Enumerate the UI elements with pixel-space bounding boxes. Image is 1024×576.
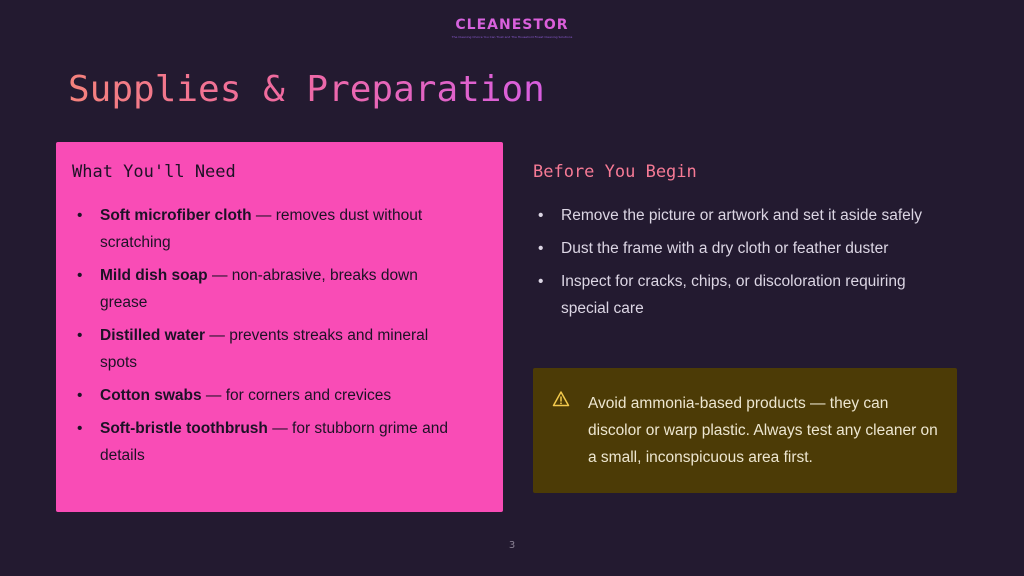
page-number: 3 (508, 540, 516, 551)
supply-item-description: — for stubborn grime and details (100, 420, 448, 464)
supply-item-description: — removes dust without scratching (100, 207, 423, 251)
preparation-step (534, 268, 954, 322)
preparation-step-text: Dust the frame with a dry cloth or feather duster (561, 240, 889, 257)
bullet-icon: • (77, 387, 83, 404)
logo-tagline: The Cleaning Choice You Can Trust and The Household Finest Cleaning Solutions (451, 35, 573, 39)
preparation-step-text: Inspect for cracks, chips, or discoloration requiring special care (561, 273, 906, 317)
preparation-step-text: Remove the picture or artwork and set it aside safely (561, 207, 922, 224)
supplies-panel (56, 142, 503, 512)
preparation-step (534, 235, 954, 262)
supplies-heading: What You'll Need (72, 162, 236, 182)
preparation-list (534, 202, 954, 328)
preparation-heading: Before You Begin (533, 162, 697, 182)
supply-item-name: Soft microfiber cloth (100, 207, 252, 224)
logo-wordmark: CLEANESTOR (0, 16, 1024, 34)
supply-item-name: Mild dish soap (100, 267, 208, 284)
bullet-icon: • (77, 327, 83, 344)
bullet-icon: • (538, 273, 544, 290)
supply-item (73, 382, 463, 409)
supply-item-name: Distilled water (100, 327, 206, 344)
brand-logo (0, 16, 1024, 39)
slide-title: Supplies & Preparation (68, 64, 545, 116)
warning-text: Avoid ammonia-based products — they can discolor or warp plastic. Always test any cleaner on a small, inconspicuous area first. (588, 395, 938, 466)
bullet-icon: • (538, 240, 544, 257)
warning-callout (533, 368, 957, 493)
warning-triangle-icon (552, 390, 570, 408)
supply-item-description: — prevents streaks and mineral spots (100, 327, 429, 371)
bullet-icon: • (77, 420, 83, 437)
supply-item (73, 202, 463, 256)
preparation-step (534, 202, 954, 229)
supply-item-name: Cotton swabs (100, 387, 202, 404)
supply-item-description: — non-abrasive, breaks down grease (100, 267, 418, 311)
supply-item-name: Soft-bristle toothbrush (100, 420, 268, 437)
supply-item-description: — for corners and crevices (201, 387, 392, 404)
bullet-icon: • (77, 207, 83, 224)
supply-item (73, 322, 463, 376)
bullet-icon: • (538, 207, 544, 224)
supplies-list (73, 202, 463, 475)
supply-item (73, 262, 463, 316)
bullet-icon: • (77, 267, 83, 284)
supply-item (73, 415, 463, 469)
